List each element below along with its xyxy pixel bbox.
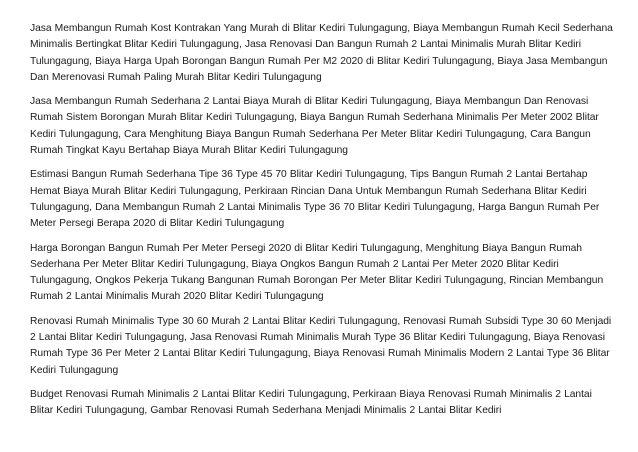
paragraph-1: Jasa Membangun Rumah Kost Kontrakan Yang Murah di Blitar Kediri Tulungagung, Biaya Membangun Rumah Kecil Sederhana Minimalis Bertingkat Blitar Kediri Tulungagung, Jasa Renovasi Dan Bangun Rumah 2 Lantai Minimalis Murah Blitar Kediri Tulungagung, Biaya Harga Upah Borongan Bangun Rumah Per M2 2020 di Blitar Kediri Tulungagung, Biaya Jasa Membangun Dan Merenovasi Rumah Paling Murah Blitar Kediri Tulungagung [30,23,613,83]
paragraph-2: Jasa Membangun Rumah Sederhana 2 Lantai Biaya Murah di Blitar Kediri Tulungagung, Biaya Membangun Dan Renovasi Rumah Sistem Borongan Murah Blitar Kediri Tulungagung, Biaya Bangun Rumah Sederhana Minimalis Per Meter 2002 Blitar Kediri Tulungagung, Cara Menghitung Biaya Bangun Rumah Sederhana Per Meter Blitar Kediri Tulungagung, Cara Bangun Rumah Tingkat Kayu Bertahap Biaya Murah Blitar Kediri Tulungagung [30,96,599,157]
paragraph-4: Harga Borongan Bangun Rumah Per Meter Persegi 2020 di Blitar Kediri Tulungagung, Menghitung Biaya Bangun Rumah Sederhana Per Meter Blitar Kediri Tulungagung, Biaya Ongkos Bangun Rumah 2 Lantai Per Meter 2020 Blitar Kediri Tulungagung, Ongkos Pekerja Tukang Bangunan Rumah Borongan Per Meter Blitar Kediri Tulungagung, Rincian Membangun Rumah 2 Lantai Minimalis Murah 2020 Blitar Kediri Tulungagung [30,242,604,303]
paragraph-3: Estimasi Bangun Rumah Sederhana Tipe 36 Type 45 70 Blitar Kediri Tulungagung, Tips Bangun Rumah 2 Lantai Bertahap Hemat Biaya Murah Blitar Kediri Tulungagung, Perkiraan Rincian Dana Untuk Membangun Rumah Sederhana Blitar Kediri Tulungagung, Dana Membangun Rumah 2 Lantai Minimalis Type 36 70 Blitar Kediri Tulungagung, Harga Bangun Rumah Per Meter Persegi Berapa 2020 di Blitar Kediri Tulungagung [30,169,600,230]
paragraph-6: Budget Renovasi Rumah Minimalis 2 Lantai Blitar Kediri Tulungagung, Perkiraan Biaya Renovasi Rumah Minimalis 2 Lantai Blitar Kediri Tulungagung, Gambar Renovasi Rumah Sederhana Menjadi Minimalis 2 Lantai Blitar Kediri [30,388,592,417]
paragraph-5: Renovasi Rumah Minimalis Type 30 60 Murah 2 Lantai Blitar Kediri Tulungagung, Renovasi Rumah Subsidi Type 30 60 Menjadi 2 Lantai Blitar Kediri Tulungagung, Jasa Renovasi Rumah Minimalis Murah Type 36 Blitar Kediri Tulungagung, Biaya Renovasi Rumah Type 36 Per Meter 2 Lantai Blitar Kediri Tulungagung, Biaya Renovasi Rumah Minimalis Modern 2 Lantai Type 36 Blitar Kediri Tulungagung [30,315,612,376]
